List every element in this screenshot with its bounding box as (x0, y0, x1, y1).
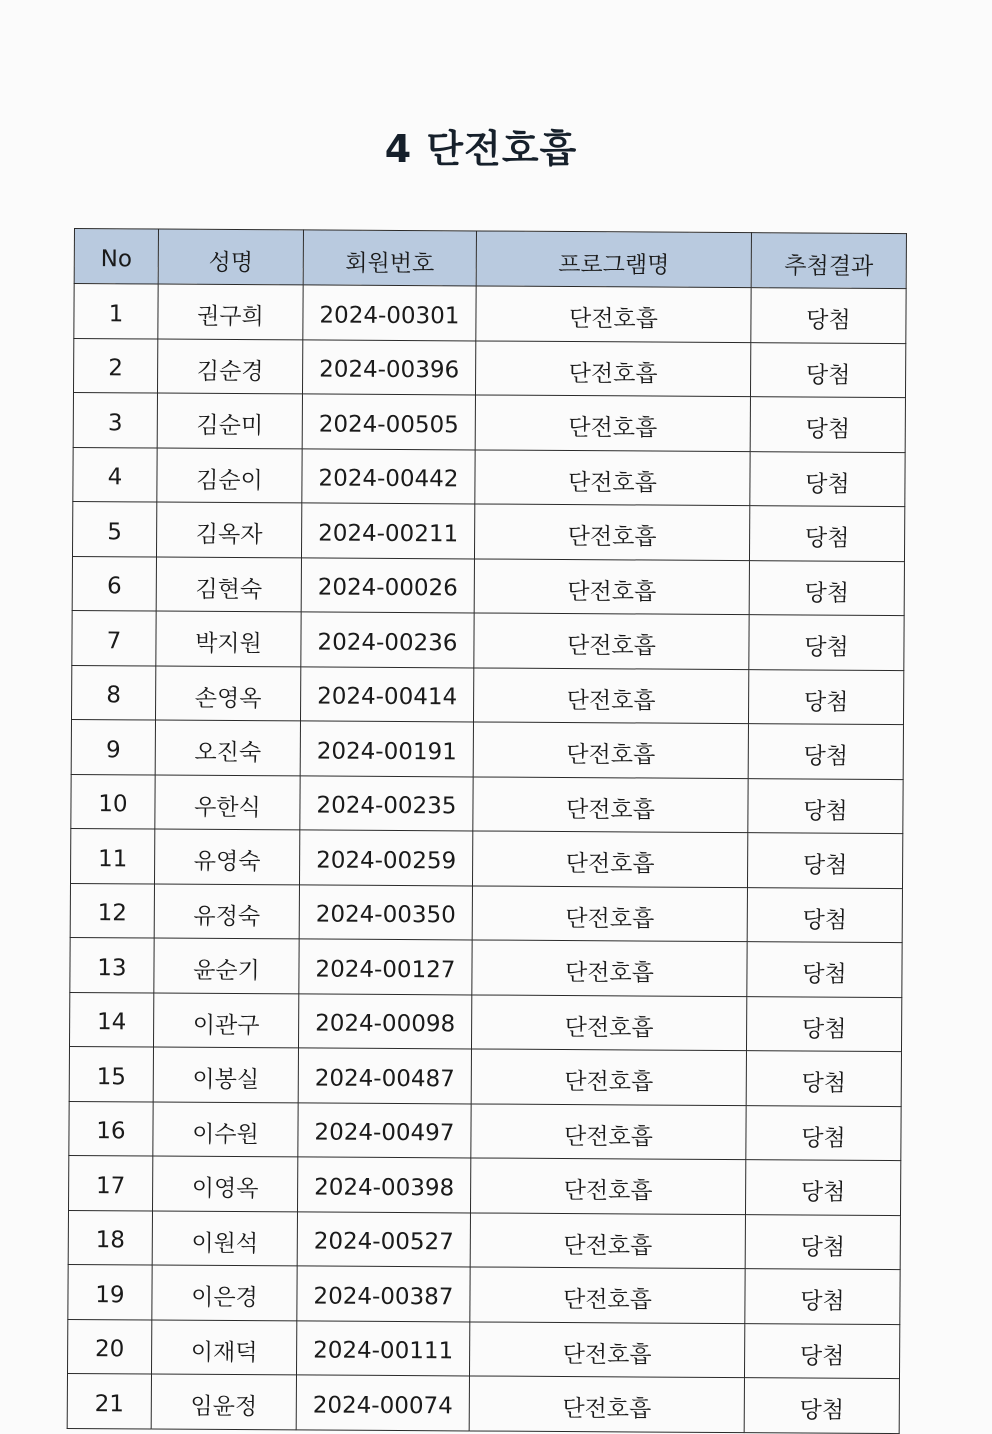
cell-no: 17 (69, 1155, 153, 1210)
cell-no: 16 (69, 1101, 153, 1156)
cell-no: 20 (68, 1319, 152, 1374)
cell-member-number: 2024-00111 (296, 1320, 469, 1376)
table-row (73, 338, 905, 398)
cell-no: 3 (73, 393, 157, 448)
table-row (70, 937, 902, 997)
cell-program-name: 단전호흡 (469, 1321, 744, 1377)
cell-lottery-result: 당첨 (747, 942, 902, 997)
cell-name: 김옥자 (156, 502, 301, 557)
cell-member-number: 2024-00442 (302, 448, 475, 504)
table-row (71, 774, 903, 834)
cell-name: 이봉실 (153, 1047, 298, 1102)
cell-program-name: 단전호흡 (471, 994, 746, 1050)
table-row (72, 501, 904, 561)
table-row (68, 1264, 900, 1324)
table-row (69, 1101, 901, 1161)
cell-no: 19 (68, 1264, 152, 1319)
cell-lottery-result: 당첨 (745, 1214, 900, 1269)
cell-member-number: 2024-00487 (298, 1048, 471, 1104)
cell-name: 윤순기 (154, 938, 299, 993)
table-row (70, 828, 902, 888)
cell-member-number: 2024-00191 (300, 721, 473, 777)
cell-lottery-result: 당첨 (748, 778, 903, 833)
cell-no: 14 (70, 992, 154, 1047)
cell-member-number: 2024-00505 (302, 394, 475, 450)
cell-no: 10 (71, 774, 155, 829)
cell-member-number: 2024-00235 (300, 775, 473, 831)
cell-name: 이원석 (152, 1210, 297, 1265)
cell-program-name: 단전호흡 (472, 885, 747, 941)
cell-lottery-result: 당첨 (747, 833, 902, 888)
cell-name: 김순이 (157, 448, 302, 503)
cell-program-name: 단전호흡 (471, 1049, 746, 1105)
table-row (71, 665, 903, 725)
table-row (72, 556, 904, 616)
cell-no: 18 (68, 1210, 152, 1265)
cell-no: 11 (70, 828, 154, 883)
cell-lottery-result: 당첨 (749, 506, 904, 561)
cell-member-number: 2024-00098 (298, 993, 471, 1049)
cell-program-name: 단전호흡 (474, 504, 749, 560)
cell-member-number: 2024-00236 (301, 612, 474, 668)
table-row (70, 883, 902, 943)
cell-lottery-result: 당첨 (746, 996, 901, 1051)
cell-no: 7 (72, 610, 156, 665)
header-member-number: 회원번호 (303, 230, 476, 286)
lottery-results-table (67, 228, 907, 1434)
cell-lottery-result: 당첨 (750, 397, 905, 452)
cell-lottery-result: 당첨 (749, 615, 904, 670)
cell-lottery-result: 당첨 (744, 1323, 899, 1378)
header-name: 성명 (158, 229, 303, 285)
cell-lottery-result: 당첨 (745, 1160, 900, 1215)
table-row (72, 610, 904, 670)
cell-member-number: 2024-00387 (297, 1266, 470, 1322)
table-row (71, 719, 903, 779)
cell-program-name: 단전호흡 (476, 286, 751, 342)
cell-name: 김현숙 (156, 557, 301, 612)
cell-member-number: 2024-00127 (299, 939, 472, 995)
cell-name: 이관구 (153, 993, 298, 1048)
cell-no: 4 (73, 447, 157, 502)
table-row (74, 284, 906, 344)
cell-name: 유영숙 (154, 829, 299, 884)
cell-name: 김순경 (157, 339, 302, 394)
table-row (68, 1210, 900, 1270)
cell-program-name: 단전호흡 (472, 940, 747, 996)
cell-program-name: 단전호흡 (471, 1103, 746, 1159)
cell-lottery-result: 당첨 (751, 288, 906, 343)
cell-no: 9 (71, 719, 155, 774)
cell-lottery-result: 당첨 (748, 724, 903, 779)
cell-lottery-result: 당첨 (748, 669, 903, 724)
results-table-container (67, 228, 906, 1434)
cell-member-number: 2024-00527 (297, 1211, 470, 1267)
cell-no: 6 (72, 556, 156, 611)
cell-lottery-result: 당첨 (744, 1378, 899, 1433)
cell-no: 1 (74, 284, 158, 339)
cell-lottery-result: 당첨 (749, 560, 904, 615)
cell-program-name: 단전호흡 (475, 449, 750, 505)
cell-program-name: 단전호흡 (472, 831, 747, 887)
cell-name: 이은경 (152, 1265, 297, 1320)
table-body (67, 284, 906, 1434)
cell-program-name: 단전호흡 (473, 776, 748, 832)
table-row (67, 1373, 899, 1433)
cell-no: 21 (67, 1373, 151, 1428)
cell-name: 이수원 (153, 1101, 298, 1156)
cell-member-number: 2024-00396 (302, 339, 475, 395)
cell-lottery-result: 당첨 (746, 1105, 901, 1160)
cell-name: 우한식 (155, 775, 300, 830)
cell-member-number: 2024-00350 (299, 884, 472, 940)
cell-member-number: 2024-00301 (303, 285, 476, 341)
cell-program-name: 단전호흡 (475, 340, 750, 396)
cell-member-number: 2024-00414 (300, 666, 473, 722)
cell-member-number: 2024-00398 (297, 1157, 470, 1213)
cell-no: 8 (71, 665, 155, 720)
cell-lottery-result: 당첨 (747, 887, 902, 942)
cell-program-name: 단전호흡 (470, 1212, 745, 1268)
cell-name: 임윤정 (151, 1374, 296, 1429)
cell-no: 12 (70, 883, 154, 938)
cell-name: 이재덕 (152, 1319, 297, 1374)
cell-program-name: 단전호흡 (470, 1267, 745, 1323)
cell-no: 13 (70, 937, 154, 992)
page-title: 4 단전호흡 (384, 127, 578, 171)
cell-name: 오진숙 (155, 720, 300, 775)
cell-member-number: 2024-00026 (301, 557, 474, 613)
cell-member-number: 2024-00497 (298, 1102, 471, 1158)
header-lottery-result: 추첨결과 (751, 233, 906, 289)
table-row (73, 393, 905, 453)
cell-member-number: 2024-00074 (296, 1375, 469, 1431)
table-header-row (74, 229, 906, 289)
table-row (70, 992, 902, 1052)
cell-name: 이영옥 (152, 1156, 297, 1211)
cell-program-name: 단전호흡 (473, 667, 748, 723)
cell-program-name: 단전호흡 (475, 395, 750, 451)
cell-member-number: 2024-00259 (299, 830, 472, 886)
cell-lottery-result: 당첨 (750, 342, 905, 397)
cell-no: 2 (73, 338, 157, 393)
header-program-name: 프로그램명 (476, 231, 751, 288)
cell-program-name: 단전호흡 (473, 722, 748, 778)
cell-lottery-result: 당첨 (746, 1051, 901, 1106)
cell-name: 박지원 (156, 611, 301, 666)
cell-no: 5 (72, 501, 156, 556)
table-row (69, 1046, 901, 1106)
cell-name: 손영옥 (155, 666, 300, 721)
cell-program-name: 단전호흡 (474, 613, 749, 669)
header-no: No (74, 229, 158, 285)
cell-name: 김순미 (157, 393, 302, 448)
cell-program-name: 단전호흡 (469, 1376, 744, 1432)
cell-member-number: 2024-00211 (301, 503, 474, 559)
table-row (68, 1319, 900, 1379)
table-row (69, 1155, 901, 1215)
cell-name: 유정숙 (154, 884, 299, 939)
cell-program-name: 단전호흡 (474, 558, 749, 614)
cell-name: 권구희 (158, 284, 303, 339)
table-row (73, 447, 905, 507)
cell-no: 15 (69, 1046, 153, 1101)
cell-lottery-result: 당첨 (745, 1269, 900, 1324)
cell-program-name: 단전호흡 (470, 1158, 745, 1214)
cell-lottery-result: 당첨 (750, 451, 905, 506)
